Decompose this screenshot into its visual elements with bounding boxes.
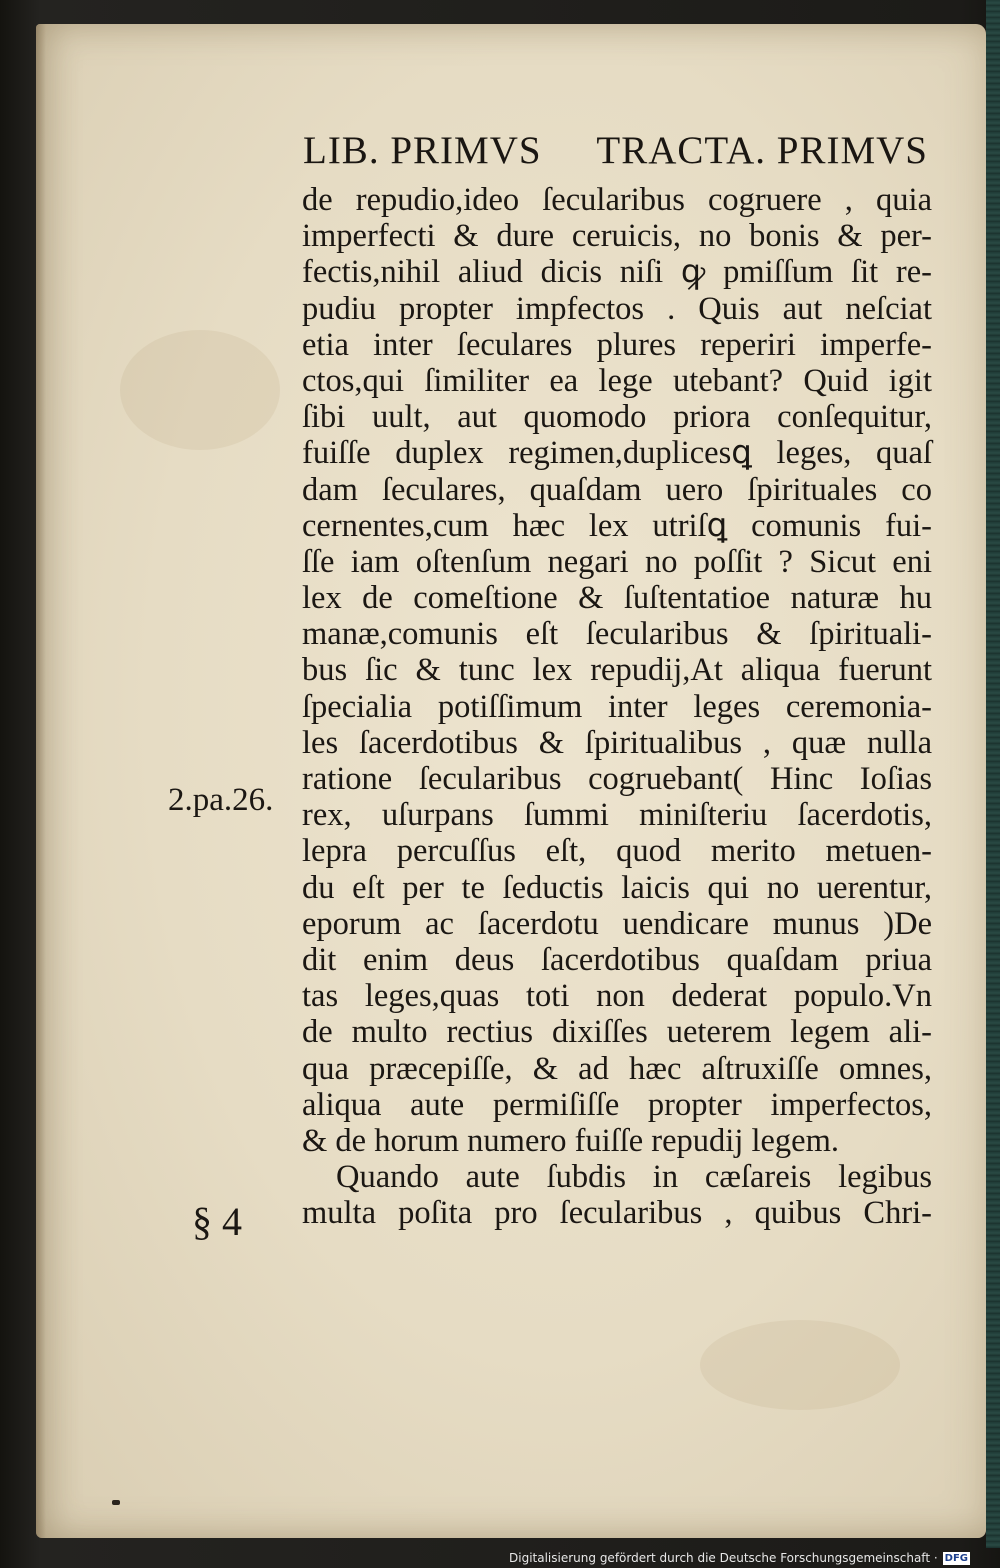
text-line: Quando aute ſubdis in cæſareis legibus — [336, 1159, 932, 1196]
text-line: du eſt per te ſeductis laicis qui no uerentur, — [302, 869, 932, 906]
text-line: ctos,qui ſimiliter ea lege utebant? Quid igit — [302, 362, 932, 399]
text-line: multa poſita pro ſecularibus , quibus Chri- — [302, 1195, 932, 1232]
margin-note-reference: 2.pa.26. — [168, 782, 274, 818]
text-line: qua præcepiſſe, & ad hæc aſtruxiſſe omnes, — [302, 1050, 932, 1087]
page-gutter-shadow — [36, 24, 46, 1538]
text-line: dam ſeculares, quaſdam uero ſpirituales co — [302, 471, 932, 508]
text-line: fectis,nihil aliud dicis niſi ꝙ pmiſſum ſit re- — [302, 254, 932, 291]
text-line: aliqua aute permiſiſſe propter imperfectos, — [302, 1086, 932, 1123]
dfg-logo: DFG — [944, 1552, 968, 1564]
running-head — [303, 128, 928, 174]
running-head-left: LIB. PRIMVS — [303, 129, 542, 172]
text-line: ſſe iam oſtenſum negari no poſſit ? Sicut eni — [302, 543, 932, 580]
book-binding-edge — [986, 0, 1000, 1548]
text-line: bus ſic & tunc lex repudij,At aliqua fuerunt — [302, 652, 932, 689]
text-line: ſpecialia potiſſimum inter leges ceremonia- — [302, 688, 932, 725]
text-line: imperfecti & dure ceruicis, no bonis & per- — [302, 218, 932, 255]
text-line: rex, uſurpans ſummi miniſteriu ſacerdotis, — [302, 797, 932, 834]
text-line: ſibi uult, aut quomodo priora conſequitur, — [302, 399, 932, 436]
text-line: pudiu propter impfectos . Quis aut neſciat — [302, 290, 932, 327]
digitization-credit — [509, 1549, 970, 1567]
text-line: lex de comeſtione & ſuſtentatioe naturæ hu — [302, 580, 932, 617]
margin-note-section: § 4 — [192, 1199, 242, 1244]
paper-stain — [120, 330, 280, 450]
text-line: cernentes,cum hæc lex utriſꝗ comunis fui- — [302, 507, 932, 544]
text-line: dit enim deus ſacerdotibus quaſdam priua — [302, 941, 932, 978]
text-line: lepra percuſſus eſt, quod merito metuen- — [302, 833, 932, 870]
text-line: les ſacerdotibus & ſpiritualibus , quæ nulla — [302, 724, 932, 761]
text-line: & de horum numero fuiſſe repudij legem. — [302, 1122, 840, 1159]
text-line: ratione ſecularibus cogruebant( Hinc Ioſias — [302, 761, 932, 797]
text-line: manæ,comunis eſt ſecularibus & ſpirituali- — [302, 616, 932, 653]
running-head-right: TRACTA. PRIMVS — [596, 129, 928, 172]
paper-stain — [700, 1320, 900, 1410]
text-line: de repudio,ideo ſecularibus cogruere , quia — [302, 182, 932, 218]
body-text — [302, 182, 932, 1231]
ink-mark — [112, 1500, 120, 1505]
text-line: tas leges,quas toti non dederat populo.Vn — [302, 978, 932, 1015]
text-line: de multo rectius dixiſſes ueterem legem ali- — [302, 1014, 932, 1051]
text-line: eporum ac ſacerdotu uendicare munus )De — [302, 905, 932, 942]
credit-text: Digitalisierung gefördert durch die Deutsche Forschungsgemeinschaft · — [509, 1551, 938, 1565]
text-line: fuiſſe duplex regimen,duplicesꝗ leges, quaſ — [302, 435, 932, 472]
text-line: etia inter ſeculares plures reperiri imperfe- — [302, 326, 932, 363]
